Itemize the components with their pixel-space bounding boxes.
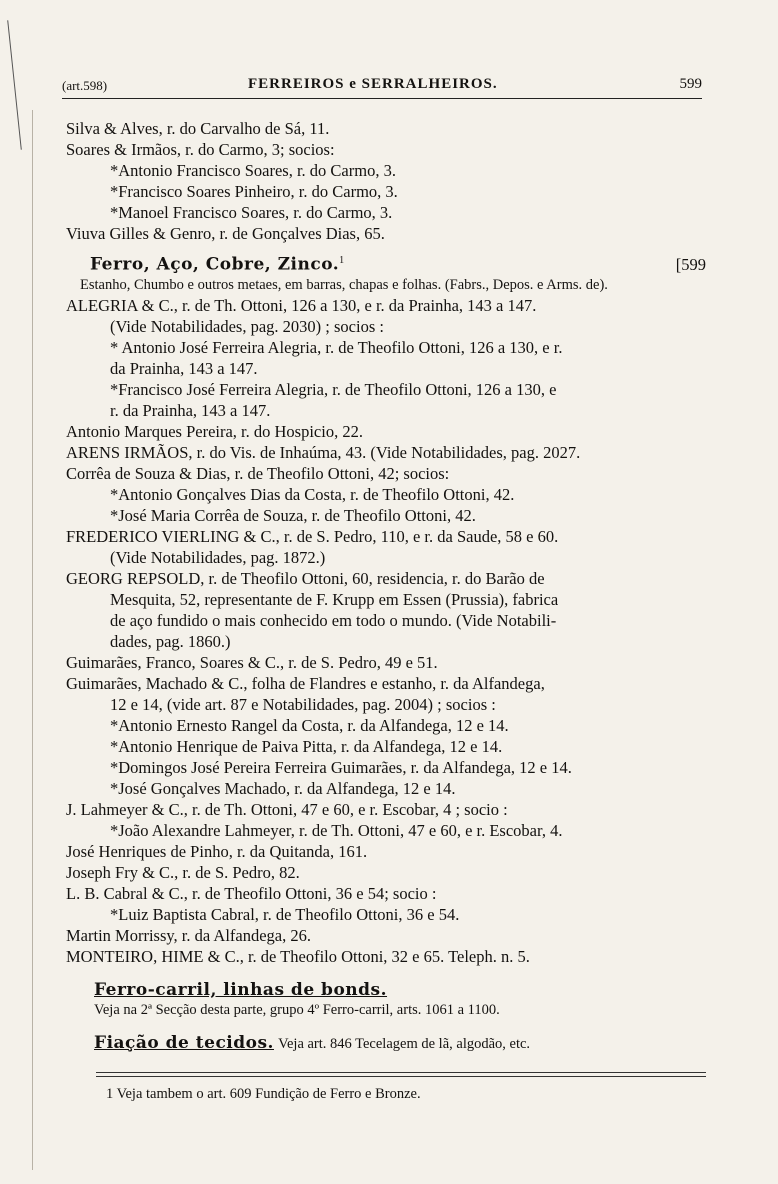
footnote-rule — [96, 1072, 706, 1073]
entry-line: MONTEIRO, HIME & C., r. de Theofilo Ottoni, 32 e 65. Teleph. n. 5. — [66, 946, 530, 966]
section-title: Ferro, Aço, Cobre, Zinco. — [90, 254, 340, 275]
entry-line: *Antonio Ernesto Rangel da Costa, r. da Alfandega, 12 e 14. — [110, 715, 509, 735]
entry-line: José Henriques de Pinho, r. da Quitanda, 161. — [66, 841, 368, 861]
section-header-fiacao — [66, 1032, 706, 1054]
article-ref: (art.598) — [62, 78, 108, 93]
section-title: Fiação de tecidos. — [94, 1032, 274, 1053]
entry-line: *José Gonçalves Machado, r. da Alfandega, 12 e 14. — [110, 778, 456, 798]
entry-line: *Luiz Baptista Cabral, r. de Theofilo Ottoni, 36 e 54. — [110, 904, 460, 924]
entry-line: Soares & Irmãos, r. do Carmo, 3; socios: — [66, 140, 335, 159]
entry-line: Guimarães, Machado & C., folha de Flandres e estanho, r. da Alfandega, — [66, 673, 545, 693]
entry-line: *João Alexandre Lahmeyer, r. de Th. Ottoni, 47 e 60, e r. Escobar, 4. — [110, 820, 563, 840]
entry-line: Viuva Gilles & Genro, r. de Gonçalves Dias, 65. — [66, 224, 385, 243]
entry-line: *Francisco José Ferreira Alegria, r. de Theofilo Ottoni, 126 a 130, e — [110, 379, 557, 399]
entry-line: Veja art. 846 Tecelagem de lã, algodão, etc. — [278, 1035, 531, 1052]
entry-line: 12 e 14, (vide art. 87 e Notabilidades, pag. 2004) ; socios : — [110, 694, 496, 714]
entry-line: *Domingos José Pereira Ferreira Guimarães, r. da Alfandega, 12 e 14. — [110, 757, 572, 777]
entry-line: *Antonio Gonçalves Dias da Costa, r. de Theofilo Ottoni, 42. — [110, 484, 515, 504]
page-body — [66, 118, 706, 1054]
entry-line: FREDERICO VIERLING & C., r. de S. Pedro, 110, e r. da Saude, 58 e 60. — [66, 526, 559, 546]
entry-line: Veja na 2ª Secção desta parte, grupo 4º Ferro-carril, arts. 1061 a 1100. — [94, 1001, 500, 1018]
entry-line: (Vide Notabilidades, pag. 2030) ; socios : — [110, 316, 384, 336]
section-title: Ferro-carril, linhas de bonds. — [94, 979, 388, 1000]
entry-line: Antonio Marques Pereira, r. do Hospicio, 22. — [66, 421, 363, 441]
running-header — [62, 76, 702, 98]
footnote-marker: 1 — [339, 255, 345, 266]
entry-line: da Prainha, 143 a 147. — [110, 358, 258, 378]
entry-line: Corrêa de Souza & Dias, r. de Theofilo Ottoni, 42; socios: — [66, 463, 450, 483]
entry-line: Mesquita, 52, representante de F. Krupp em Essen (Prussia), fabrica — [110, 589, 559, 609]
entry-line: *Francisco Soares Pinheiro, r. do Carmo, 3. — [110, 182, 398, 201]
entry-line: dades, pag. 1860.) — [110, 631, 231, 651]
margin-line — [32, 110, 33, 1170]
entry-line: ALEGRIA & C., r. de Th. Ottoni, 126 a 130, e r. da Prainha, 143 a 147. — [66, 295, 537, 315]
section-subtitle: Estanho, Chumbo e outros metaes, em barras, chapas e folhas. (Fabrs., Depos. e Arms. de). — [80, 276, 608, 293]
entry-line: (Vide Notabilidades, pag. 1872.) — [110, 547, 326, 567]
entry-line: Joseph Fry & C., r. de S. Pedro, 82. — [66, 862, 300, 882]
article-number: [599 — [675, 254, 706, 274]
section-heading: FERREIROS e SERRALHEIROS. — [248, 76, 498, 92]
entry-line: ARENS IRMÃOS, r. do Vis. de Inhaúma, 43. (Vide Notabilidades, pag. 2027. — [66, 442, 581, 462]
entry-line: *José Maria Corrêa de Souza, r. de Theofilo Ottoni, 42. — [110, 505, 476, 525]
entry-line: Silva & Alves, r. do Carvalho de Sá, 11. — [66, 119, 330, 138]
section-header-ferro — [66, 250, 706, 276]
entry-line: * Antonio José Ferreira Alegria, r. de Theofilo Ottoni, 126 a 130, e r. — [110, 337, 563, 357]
page-edge-mark — [7, 20, 22, 149]
entry-line: *Antonio Francisco Soares, r. do Carmo, 3. — [110, 161, 396, 180]
entry-line: GEORG REPSOLD, r. de Theofilo Ottoni, 60, residencia, r. do Barão de — [66, 568, 545, 588]
footnote-rule — [96, 1076, 706, 1077]
entry-line: r. da Prainha, 143 a 147. — [110, 400, 271, 420]
footnote: 1 Veja tambem o art. 609 Fundição de Ferro e Bronze. — [106, 1086, 421, 1102]
entry-line: J. Lahmeyer & C., r. de Th. Ottoni, 47 e 60, e r. Escobar, 4 ; socio : — [66, 799, 508, 819]
entry-line: Guimarães, Franco, Soares & C., r. de S. Pedro, 49 e 51. — [66, 652, 438, 672]
section-header-ferro-carril — [66, 979, 706, 1001]
entry-line: *Manoel Francisco Soares, r. do Carmo, 3. — [110, 203, 393, 222]
entry-line: L. B. Cabral & C., r. de Theofilo Ottoni, 36 e 54; socio : — [66, 883, 437, 903]
entry-line: de aço fundido o mais conhecido em todo o mundo. (Vide Notabili- — [110, 610, 557, 630]
entry-line: Martin Morrissy, r. da Alfandega, 26. — [66, 925, 312, 945]
page-number: 599 — [679, 76, 702, 92]
entry-line: *Antonio Henrique de Paiva Pitta, r. da Alfandega, 12 e 14. — [110, 736, 503, 756]
header-rule — [62, 98, 702, 99]
